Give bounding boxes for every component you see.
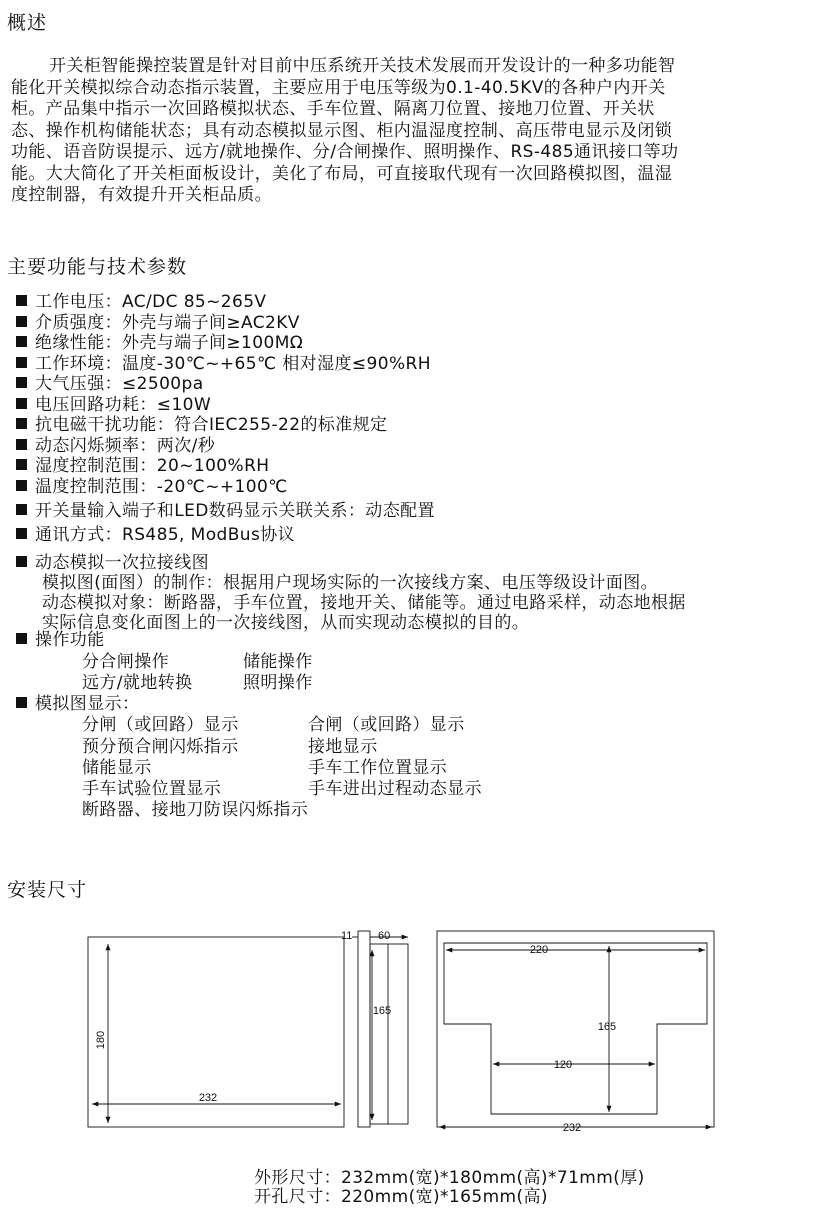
cutout-view-outline — [437, 931, 714, 1127]
spec-item: 动态闪烁频率：两次/秒 — [16, 436, 215, 457]
diagram-line-3: 实际信息变化面图上的一次接线图，从而实现动态模拟的目的。 — [42, 613, 530, 633]
front-width-label: 232 — [198, 1092, 218, 1104]
spec-item: 抗电磁干扰功能：符合IEC255-22的标准规定 — [16, 415, 387, 436]
front-height-label: 180 — [95, 1030, 107, 1050]
overview-line-6: 能。大大简化了开关柜面板设计，美化了布局，可直接取代现有一次回路模拟图，温湿 — [11, 163, 673, 184]
spec-item: 电压回路功耗：≤10W — [16, 395, 211, 416]
cutout-height-label: 165 — [597, 1021, 617, 1033]
overview-line-3: 柜。产品集中指示一次回路模拟状态、手车位置、隔离刀位置、接地刀位置、开关状 — [11, 99, 655, 119]
spec-item: 通讯方式：RS485, ModBus协议 — [16, 525, 295, 546]
spec-item: 湿度控制范围：20~100%RH — [16, 456, 269, 477]
side-depth-label: 60 — [378, 930, 391, 942]
spec-item: 大气压强：≤2500pa — [16, 374, 204, 395]
spec-item: 介质强度：外壳与端子间≥AC2KV — [16, 313, 300, 334]
install-title: 安装尺寸 — [7, 879, 88, 901]
overview-line-4: 态、操作机构储能状态；具有动态模拟显示图、柜内温湿度控制、高压带电显示及闭锁 — [11, 120, 673, 141]
cutout-shape — [444, 943, 707, 1114]
overview-title: 概述 — [7, 12, 48, 34]
diagram-line-2: 动态模拟对象：断路器，手车位置，接地开关、储能等。通过电路采样，动态地根据 — [42, 593, 686, 613]
display-item: 合闸（或回路）显示 — [308, 715, 465, 735]
cutout-neck-width-label: 120 — [553, 1059, 573, 1071]
overview-line-7: 度控制器，有效提升开关柜品质。 — [11, 185, 272, 205]
diagram-line-1: 模拟图(面图）的制作：根据用户现场实际的一次接线方案、电压等级设计面图。 — [42, 573, 659, 593]
operation-item: 储能操作 — [243, 652, 313, 672]
display-title: 模拟图显示： — [16, 694, 139, 715]
spec-item: 绝缘性能：外壳与端子间≥100MΩ — [16, 333, 303, 354]
display-item: 预分预合闸闪烁指示 — [82, 737, 239, 757]
operation-item: 分合闸操作 — [82, 652, 169, 672]
side-view-body — [370, 944, 408, 1124]
display-item: 分闸（或回路）显示 — [82, 715, 239, 735]
display-item: 手车进出过程动态显示 — [308, 779, 482, 799]
overview-line-5: 功能、语音防误提示、远方/就地操作、分/合闸操作、照明操作、RS-485通讯接口等功 — [11, 142, 679, 162]
overview-line-1: 开关柜智能操控装置是针对目前中压系统开关技术发展而开发设计的一种多功能智 — [49, 56, 676, 76]
spec-item: 工作电压：AC/DC 85~265V — [16, 292, 266, 313]
diagram-title: 动态模拟一次拉接线图 — [16, 553, 209, 574]
operation-item: 照明操作 — [243, 673, 313, 693]
cut-size-text: 开孔尺寸：220mm(宽)*165mm(高) — [254, 1187, 548, 1207]
side-flange-label: 11 — [341, 930, 353, 942]
spec-item: 工作环境：温度-30℃~+65℃ 相对湿度≤90%RH — [16, 354, 431, 375]
display-item: 储能显示 — [82, 758, 152, 778]
functions-title: 主要功能与技术参数 — [7, 256, 188, 278]
overview-line-2: 能化开关模拟综合动态指示装置，主要应用于电压等级为0.1-40.5KV的各种户内开关 — [11, 77, 666, 98]
cutout-top-width-label: 220 — [529, 944, 549, 956]
spec-item: 温度控制范围：-20℃~+100℃ — [16, 477, 288, 498]
display-item: 手车试验位置显示 — [82, 779, 222, 799]
operation-title: 操作功能 — [16, 630, 105, 651]
display-item: 接地显示 — [308, 737, 378, 757]
display-item: 手车工作位置显示 — [308, 758, 448, 778]
operation-item: 远方/就地转换 — [82, 673, 193, 693]
outer-size-text: 外形尺寸：232mm(宽)*180mm(高)*71mm(厚) — [254, 1168, 645, 1188]
side-view-flange — [358, 931, 370, 1127]
spec-item: 开关量输入端子和LED数码显示关联关系：动态配置 — [16, 501, 435, 522]
side-height-label: 165 — [372, 1005, 392, 1017]
display-item: 断路器、接地刀防误闪烁指示 — [82, 800, 309, 820]
cutout-bottom-width-label: 232 — [562, 1122, 582, 1134]
